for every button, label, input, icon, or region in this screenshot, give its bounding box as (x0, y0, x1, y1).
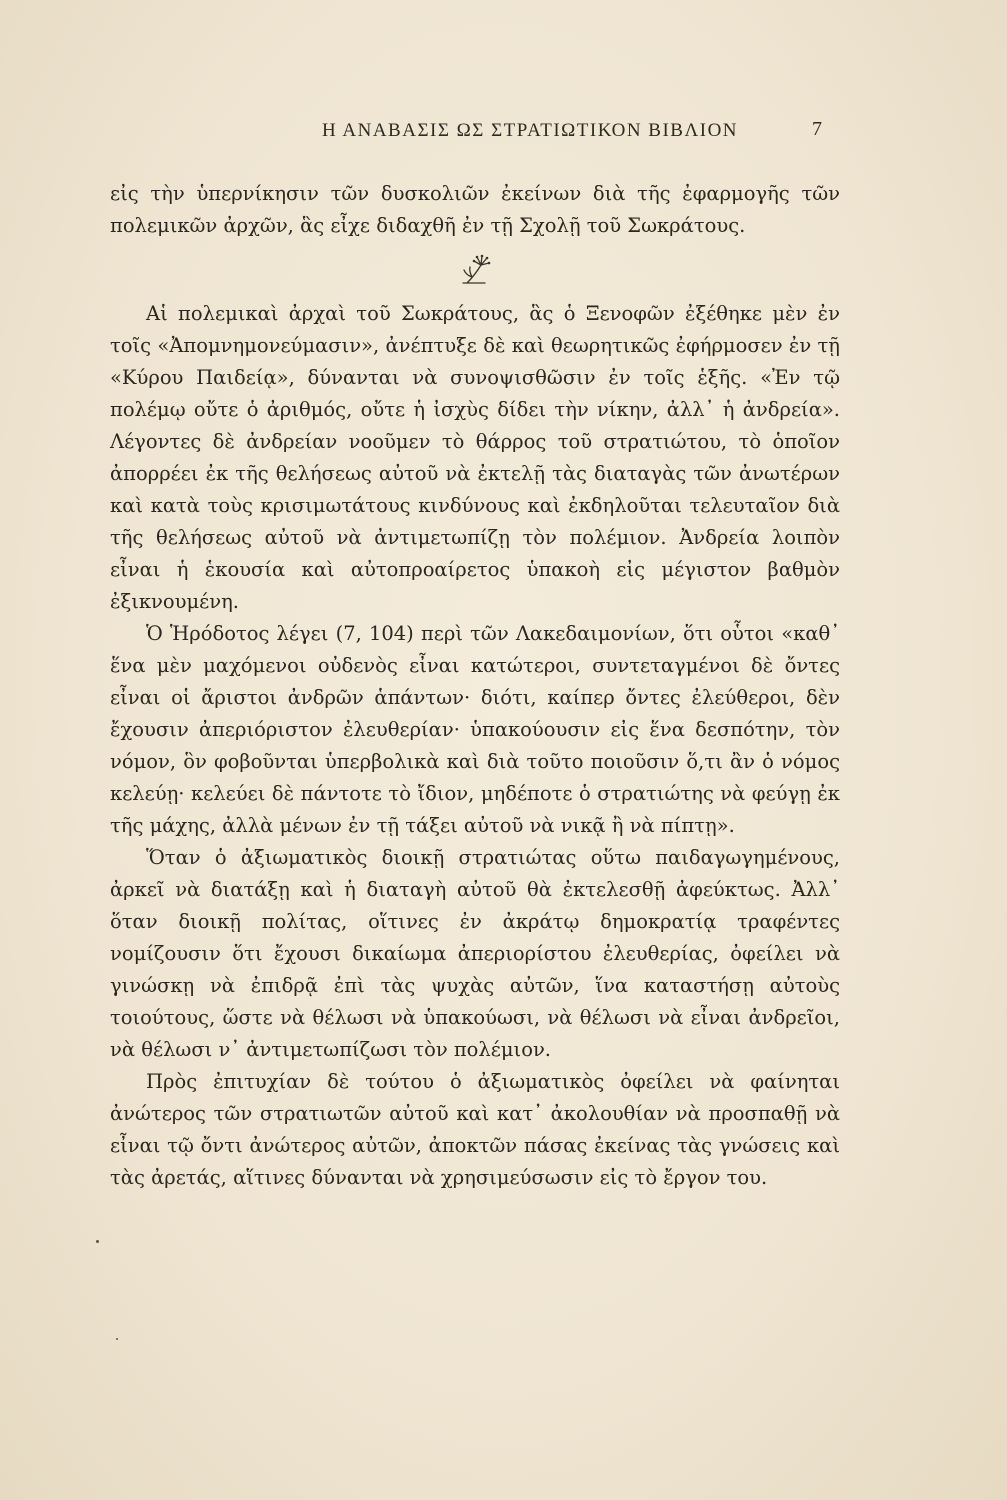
page-number: 7 (812, 118, 822, 140)
body-text (110, 178, 840, 1194)
paragraph-5: Πρὸς ἐπιτυχίαν δὲ τούτου ὁ ἀξιωματικὸς ὀφείλει νὰ φαίνηται ἀνώτερος τῶν στρατιωτῶν αὐτοῦ καὶ κατ᾽ ἀκολουθίαν νὰ προσπαθῇ νὰ εἶναι τῷ ὄντι ἀνώτερος αὐτῶν, ἀποκτῶν πάσας ἐκείνας τὰς γνώσεις καὶ τὰς ἀρετάς, αἵτινες δύνανται νὰ χρησιμεύσωσιν εἰς τὸ ἔργον του. (110, 1070, 840, 1189)
paragraph-4: Ὅταν ὁ ἀξιωματικὸς διοικῇ στρατιώτας οὕτω παιδαγωγημένους, ἀρκεῖ νὰ διατάξῃ καὶ ἡ διαταγὴ αὐτοῦ θὰ ἐκτελεσθῇ ἀφεύκτως. Ἀλλ᾽ ὅταν διοικῇ πολίτας, οἵτινες ἐν ἀκράτῳ δημοκρατίᾳ τραφέντες νομίζουσιν ὅτι ἔχουσι δικαίωμα ἀπεριορίστου ἐλευθερίας, ὀφείλει νὰ γινώσκῃ νὰ ἐπιδρᾷ ἐπὶ τὰς ψυχὰς αὐτῶν, ἵνα καταστήσῃ αὐτοὺς τοιούτους, ὥστε νὰ θέλωσι νὰ ὑπακούωσι, νὰ θέλωσι νὰ εἶναι ἀνδρεῖοι, νὰ θέλωσι ν᾽ ἀντιμετωπίζωσι τὸν πολέμιον. (110, 846, 840, 1061)
flower-ornament-icon (110, 242, 840, 298)
print-speck (116, 1338, 118, 1340)
running-head: Η ΑΝΑΒΑΣΙΣ ΩΣ ΣΤΡΑΤΙΩΤΙΚΟΝ ΒΙΒΛΙΟΝ (321, 120, 739, 141)
paragraph-2: Αἱ πολεμικαὶ ἀρχαὶ τοῦ Σωκράτους, ἃς ὁ Ξενοφῶν ἐξέθηκε μὲν ἐν τοῖς «Ἀπομνημονεύμασιν», ἀνέπτυξε δὲ καὶ θεωρητικῶς ἐφήρμοσεν ἐν τῇ «Κύρου Παιδείᾳ», δύνανται νὰ συνοψισθῶσιν ἐν τοῖς ἑξῆς. «Ἐν τῷ πολέμῳ οὔτε ὁ ἀριθμός, οὔτε ἡ ἰσχὺς δίδει τὴν νίκην, ἀλλ᾽ ἡ ἀνδρεία». Λέγοντες δὲ ἀνδρείαν νοοῦμεν τὸ θάρρος τοῦ στρατιώτου, τὸ ὁποῖον ἀπορρέει ἐκ τῆς θελήσεως αὐτοῦ νὰ ἐκτελῇ τὰς διαταγὰς τῶν ἀνωτέρων καὶ κατὰ τοὺς κρισιμωτάτους κινδύνους καὶ ἐκδηλοῦται τελευταῖον διὰ τῆς θελήσεως αὐτοῦ νὰ ἀντιμετωπίζῃ τὸν πολέμιον. Ἀνδρεία λοιπὸν εἶναι ἡ ἑκουσία καὶ αὐτοπροαίρετος ὑπακοὴ εἰς μέγιστον βαθμὸν ἐξικνουμένη. (110, 302, 840, 613)
paragraph-3: Ὁ Ἡρόδοτος λέγει (7, 104) περὶ τῶν Λακεδαιμονίων, ὅτι οὗτοι «καθ᾽ ἕνα μὲν μαχόμενοι οὐδενὸς εἶναι κατώτεροι, συντεταγμένοι δὲ ὄντες εἶναι οἱ ἄριστοι ἀνδρῶν ἁπάντων· διότι, καίπερ ὄντες ἐλεύθεροι, δὲν ἔχουσιν ἀπεριόριστον ἐλευθερίαν· ὑπακούουσιν εἰς ἕνα δεσπότην, τὸν νόμον, ὃν φοβοῦνται ὑπερβολικὰ καὶ διὰ τοῦτο ποιοῦσιν ὅ,τι ἂν ὁ νόμος κελεύῃ· κελεύει δὲ πάντοτε τὸ ἴδιον, μηδέποτε ὁ στρατιώτης νὰ φεύγῃ ἐκ τῆς μάχης, ἀλλὰ μένων ἐν τῇ τάξει αὐτοῦ νὰ νικᾷ ἢ νὰ πίπτῃ». (110, 622, 840, 837)
paragraph-1: εἰς τὴν ὑπερνίκησιν τῶν δυσκολιῶν ἐκείνων διὰ τῆς ἐφαρμογῆς τῶν πολεμικῶν ἀρχῶν, ἃς εἶχε διδαχθῆ ἐν τῇ Σχολῇ τοῦ Σωκράτους. (110, 182, 840, 237)
print-speck (96, 1240, 99, 1243)
